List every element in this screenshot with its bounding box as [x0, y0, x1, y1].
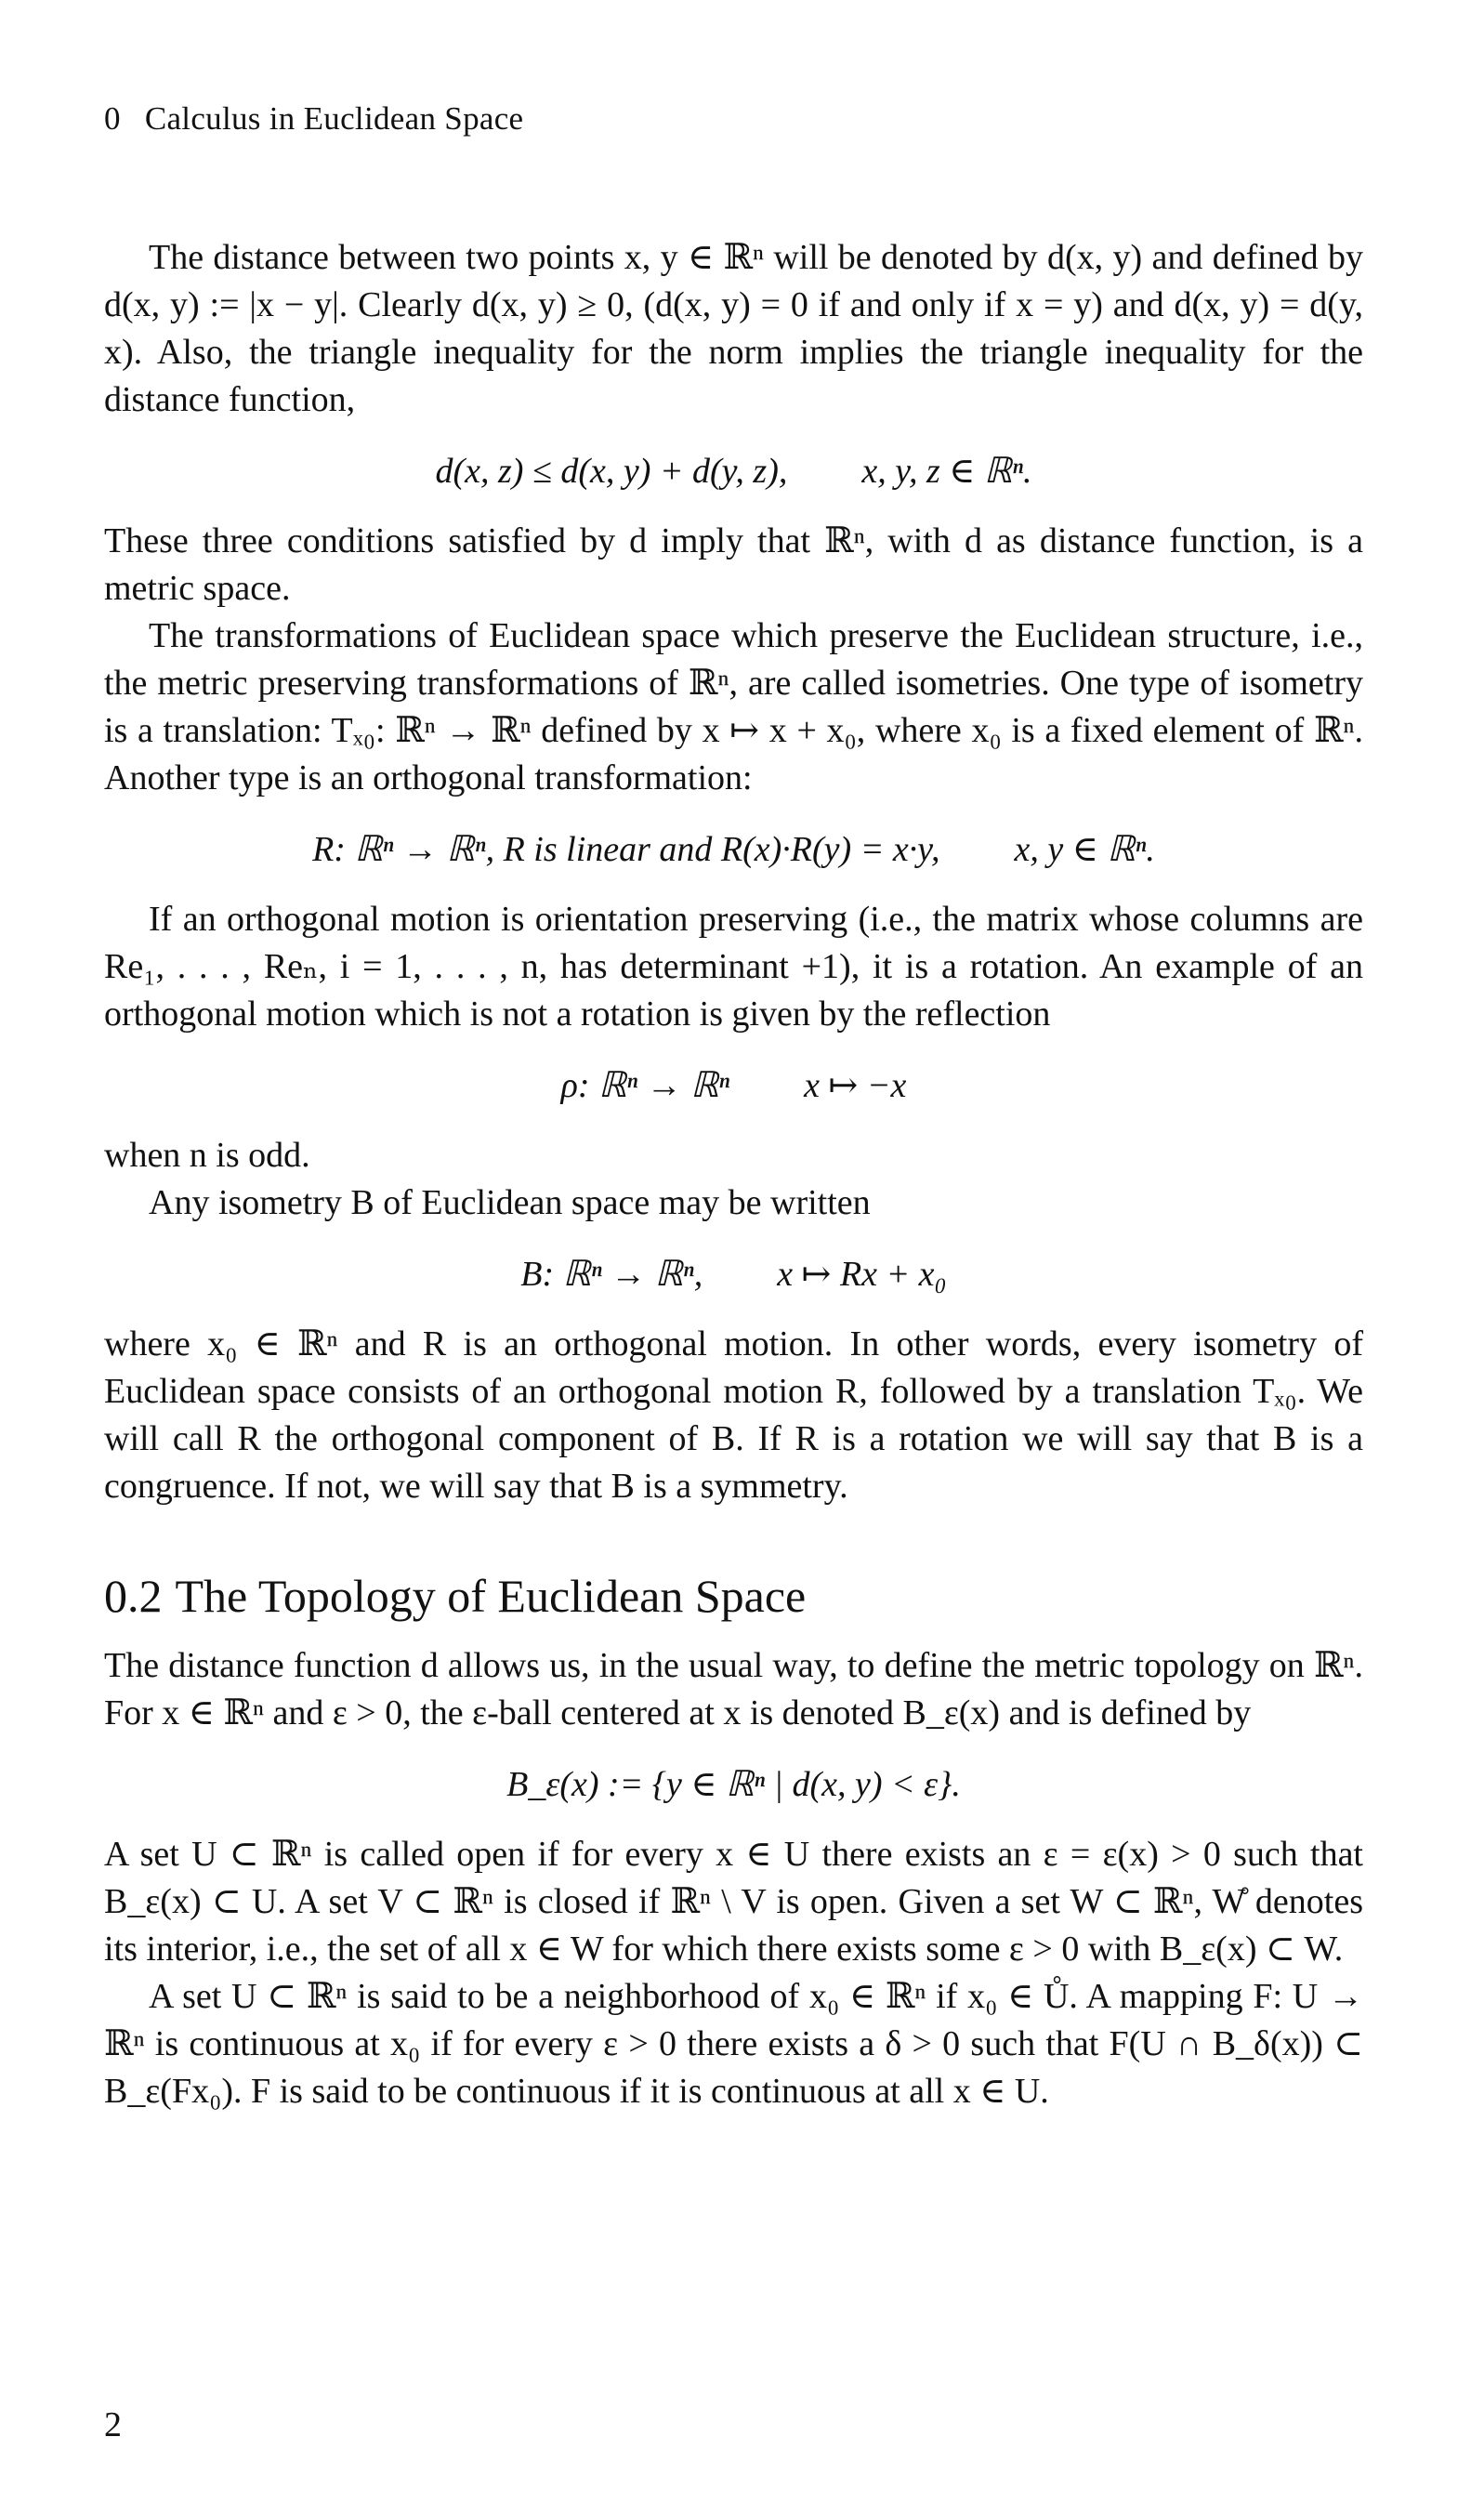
section-heading: [104, 1568, 1363, 1624]
equation-lhs: B: ℝⁿ → ℝⁿ,: [520, 1255, 703, 1294]
equation-triangle-inequality: [104, 448, 1363, 495]
chapter-title: Calculus in Euclidean Space: [144, 100, 524, 137]
folio: 2: [104, 2405, 122, 2444]
chapter-number: 0: [104, 100, 121, 137]
equation-orthogonal: [104, 826, 1363, 874]
paragraph-continuity: A set U ⊂ ℝⁿ is said to be a neighborhood of x₀ ∈ ℝⁿ if x₀ ∈ Ů. A mapping F: U → ℝⁿ is continuous at x₀ if for every ε > 0 there exists a δ > 0 such that F(U ∩ B_δ(x)) ⊂ B_ε(Fx₀). F is said to be continuous if it is continuous at all x ∈ U.: [104, 1977, 1363, 2111]
section-title: The Topology of Euclidean Space: [175, 1570, 807, 1622]
paragraph-congruence: where x₀ ∈ ℝⁿ and R is an orthogonal motion. In other words, every isometry of Euclidean space consists of an orthogonal motion R, followed by a translation Tₓ₀. We will call R the orthogonal component of B. If R is a rotation we will say that B is a congruence. If not, we will say that B is a symmetry.: [104, 1324, 1363, 1506]
equation-lhs: ρ: ℝⁿ → ℝⁿ: [560, 1066, 730, 1105]
paragraph-metric-space: These three conditions satisfied by d imply that ℝⁿ, with d as distance function, is a metric space.: [104, 521, 1363, 608]
body-text: [104, 234, 1363, 2115]
section-number: 0.2: [104, 1570, 163, 1622]
paragraph-isometries: The transformations of Euclidean space which preserve the Euclidean structure, i.e., the metric preserving transformations of ℝⁿ, are called isometries. One type of isometry is a translation: Tₓ₀: ℝⁿ → ℝⁿ defined by x ↦ x + x₀, where x₀ is a fixed element of ℝⁿ. Another type is an orthogonal transformation:: [104, 616, 1363, 797]
equation-rhs: x, y, z ∈ ℝⁿ.: [861, 452, 1032, 491]
equation-rhs: x, y ∈ ℝⁿ.: [1014, 830, 1155, 869]
paragraph-metric-topology: The distance function d allows us, in the usual way, to define the metric topology on ℝⁿ. For x ∈ ℝⁿ and ε > 0, the ε-ball centered at x is denoted B_ε(x) and is defined by: [104, 1646, 1363, 1732]
equation-isometry: [104, 1251, 1363, 1298]
paragraph-n-odd: when n is odd.: [104, 1136, 310, 1175]
paragraph-any-isometry: Any isometry B of Euclidean space may be written: [149, 1183, 871, 1222]
paragraph-distance: The distance between two points x, y ∈ ℝⁿ will be denoted by d(x, y) and defined by d(x, y) := |x − y|. Clearly d(x, y) ≥ 0, (d(x, y) = 0 if and only if x = y) and d(x, y) = d(y, x). Also, the triangle inequality for the norm implies the triangle inequality for the distance function,: [104, 238, 1363, 419]
equation-ball: B_ε(x) := {y ∈ ℝⁿ | d(x, y) < ε}.: [506, 1765, 961, 1804]
equation-lhs: R: ℝⁿ → ℝⁿ, R is linear and R(x)·R(y) = x·y,: [312, 830, 940, 869]
equation-reflection: [104, 1062, 1363, 1110]
paragraph-open-closed: A set U ⊂ ℝⁿ is called open if for every x ∈ U there exists an ε = ε(x) > 0 such that B_ε(x) ⊂ U. A set V ⊂ ℝⁿ is closed if ℝⁿ \ V is open. Given a set W ⊂ ℝⁿ, W̊ denotes its interior, i.e., the set of all x ∈ W for which there exists some ε > 0 with B_ε(x) ⊂ W.: [104, 1835, 1363, 1969]
equation-rhs: x ↦ −x: [804, 1066, 907, 1105]
running-head: [104, 100, 523, 138]
paragraph-rotation: If an orthogonal motion is orientation preserving (i.e., the matrix whose columns are Re₁, . . . , Reₙ, i = 1, . . . , n, has determinant +1), it is a rotation. An example of an orthogonal motion which is not a rotation is given by the reflection: [104, 900, 1363, 1034]
equation-epsilon-ball: [104, 1761, 1363, 1809]
equation-rhs: x ↦ Rx + x₀: [777, 1255, 947, 1294]
equation-lhs: d(x, z) ≤ d(x, y) + d(y, z),: [435, 452, 788, 491]
